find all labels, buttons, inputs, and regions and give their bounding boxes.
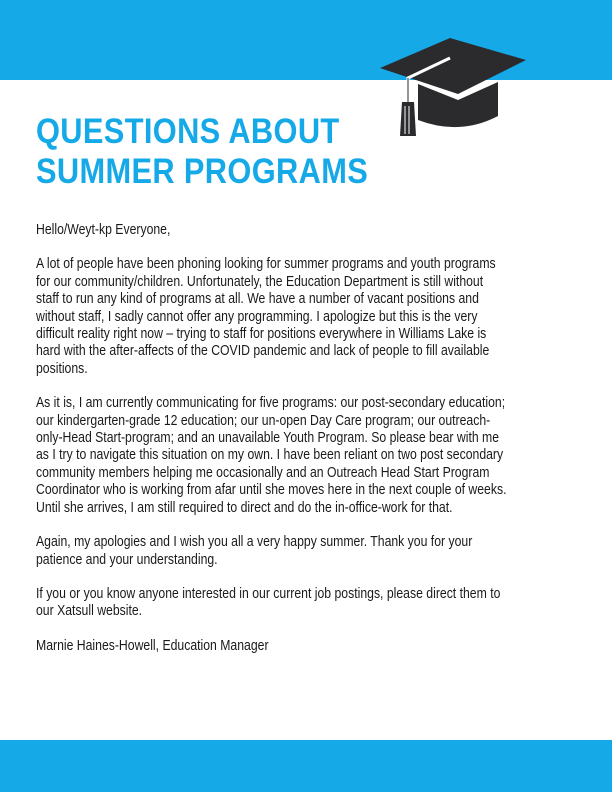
paragraph-1 xyxy=(36,256,521,378)
paragraph-1-line: difficult reality right now – trying to staff for positions everywhere in Williams Lake is xyxy=(36,326,487,343)
page-title xyxy=(36,112,406,192)
paragraph-2-line: community members helping me occasionally and an Outreach Head Start Program xyxy=(36,464,490,481)
paragraph-1-line: without staff, I sadly cannot offer any programming. I apologize but this is the very xyxy=(36,308,478,325)
letter-body xyxy=(36,222,521,672)
title-line-1: QUESTIONS ABOUT xyxy=(36,112,340,151)
paragraph-2-line: As it is, I am currently communicating for five programs: our post-secondary education; xyxy=(36,395,506,412)
paragraph-2-line: Until she arrives, I am still required to direct and do the in-office-work for that. xyxy=(36,499,453,516)
paragraph-4 xyxy=(36,586,521,621)
greeting: Hello/Weyt-kp Everyone, xyxy=(36,222,171,238)
title-line-2: SUMMER PROGRAMS xyxy=(36,152,369,191)
paragraph-1-line: positions. xyxy=(36,360,88,377)
paragraph-3-line: patience and your understanding. xyxy=(36,551,218,568)
paragraph-2-line: as I try to navigate this situation on my own. I have been reliant on two post secondary xyxy=(36,447,504,464)
paragraph-2 xyxy=(36,395,521,517)
cap-board xyxy=(380,38,526,94)
signature: Marnie Haines-Howell, Education Manager xyxy=(36,637,269,654)
bottom-color-band xyxy=(0,740,612,792)
paragraph-1-line: staff to run any kind of programs at all. We have a number of vacant positions and xyxy=(36,291,479,308)
paragraph-4-line: If you or you know anyone interested in our current job postings, please direct them to xyxy=(36,585,501,602)
paragraph-1-line: A lot of people have been phoning looking for summer programs and youth programs xyxy=(36,256,496,273)
paragraph-3-line: Again, my apologies and I wish you all a very happy summer. Thank you for your xyxy=(36,534,473,551)
paragraph-2-line: our kindergarten-grade 12 education; our un-open Day Care program; our outreach- xyxy=(36,412,491,429)
paragraph-2-line: only-Head Start-program; and an unavailable Youth Program. So please bear with me xyxy=(36,430,500,447)
paragraph-3 xyxy=(36,534,521,569)
paragraph-1-line: hard with the after-affects of the COVID pandemic and lack of people to fill available xyxy=(36,343,490,360)
paragraph-4-line: our Xatsull website. xyxy=(36,603,143,620)
paragraph-2-line: Coordinator who is working from afar until she moves here in the next couple of weeks. xyxy=(36,482,507,499)
paragraph-1-line: for our community/children. Unfortunately, the Education Department is still without xyxy=(36,273,484,290)
